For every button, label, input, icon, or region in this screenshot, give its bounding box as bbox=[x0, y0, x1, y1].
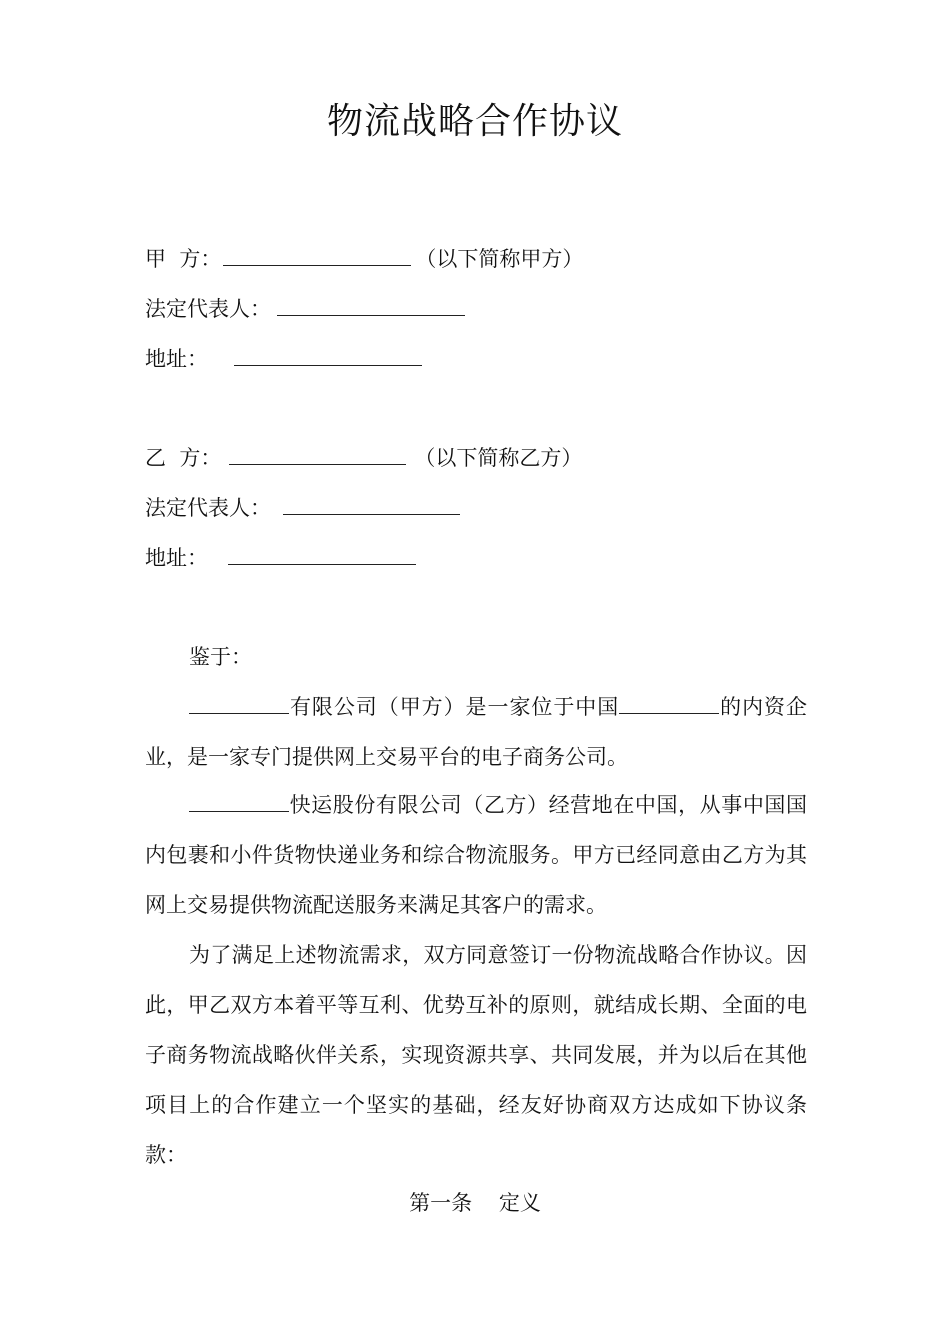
party-b-label: 乙 方： bbox=[145, 446, 222, 470]
party-b-address-label: 地址： bbox=[145, 546, 208, 570]
party-a-address-line bbox=[145, 343, 422, 374]
paragraph-text: 有限公司（甲方）是一家位于中国 bbox=[289, 695, 620, 719]
party-a-suffix: （以下简称甲方） bbox=[415, 247, 584, 271]
party-a-address-label: 地址： bbox=[145, 347, 208, 371]
party-a-rep-label: 法定代表人： bbox=[145, 297, 271, 321]
party-b-rep-line bbox=[145, 492, 460, 523]
company-b-name-blank[interactable] bbox=[189, 789, 289, 812]
whereas-heading: 鉴于： bbox=[189, 645, 252, 669]
paragraph-purpose: 为了满足上述物流需求，双方同意签订一份物流战略合作协议。因此，甲乙双方本着平等互利、优势互补的原则，就结成长期、全面的电子商务物流战略伙伴关系，实现资源共享、共同发展，并为以后在其他项目上的合作建立一个坚实的基础，经友好协商双方达成如下协议条款： bbox=[145, 943, 807, 1167]
paragraph-text: 的内资企业，是一家专门提供网上交易平台的电子商务公司。 bbox=[145, 695, 808, 769]
party-b-name-blank[interactable] bbox=[229, 442, 406, 465]
party-b-suffix: （以下简称乙方） bbox=[414, 446, 583, 470]
party-a-name-blank[interactable] bbox=[223, 243, 411, 266]
company-a-name-blank[interactable] bbox=[189, 691, 289, 714]
party-b-rep-label: 法定代表人： bbox=[145, 496, 271, 520]
document-title: 物流战略合作协议 bbox=[326, 101, 623, 142]
paragraph-party-b-intro bbox=[145, 780, 807, 930]
party-b-line bbox=[145, 442, 582, 473]
paragraph-text: 快运股份有限公司（乙方）经营地在中国，从事中国国内包裹和小件货物快递业务和综合物流服务。甲方已经同意由乙方为其网上交易提供物流配送服务来满足其客户的需求。 bbox=[145, 793, 807, 917]
party-a-address-blank[interactable] bbox=[234, 343, 422, 366]
party-b-rep-blank[interactable] bbox=[283, 492, 460, 515]
party-a-line bbox=[145, 243, 583, 274]
party-a-label: 甲 方： bbox=[145, 247, 222, 271]
location-blank[interactable] bbox=[619, 691, 719, 714]
article-1-heading: 第一条 定义 bbox=[409, 1191, 541, 1215]
party-b-address-line bbox=[145, 542, 416, 573]
party-a-rep-blank[interactable] bbox=[277, 293, 465, 316]
party-b-address-blank[interactable] bbox=[228, 542, 416, 565]
party-a-rep-line bbox=[145, 293, 465, 324]
paragraph-party-a-intro bbox=[145, 682, 807, 782]
